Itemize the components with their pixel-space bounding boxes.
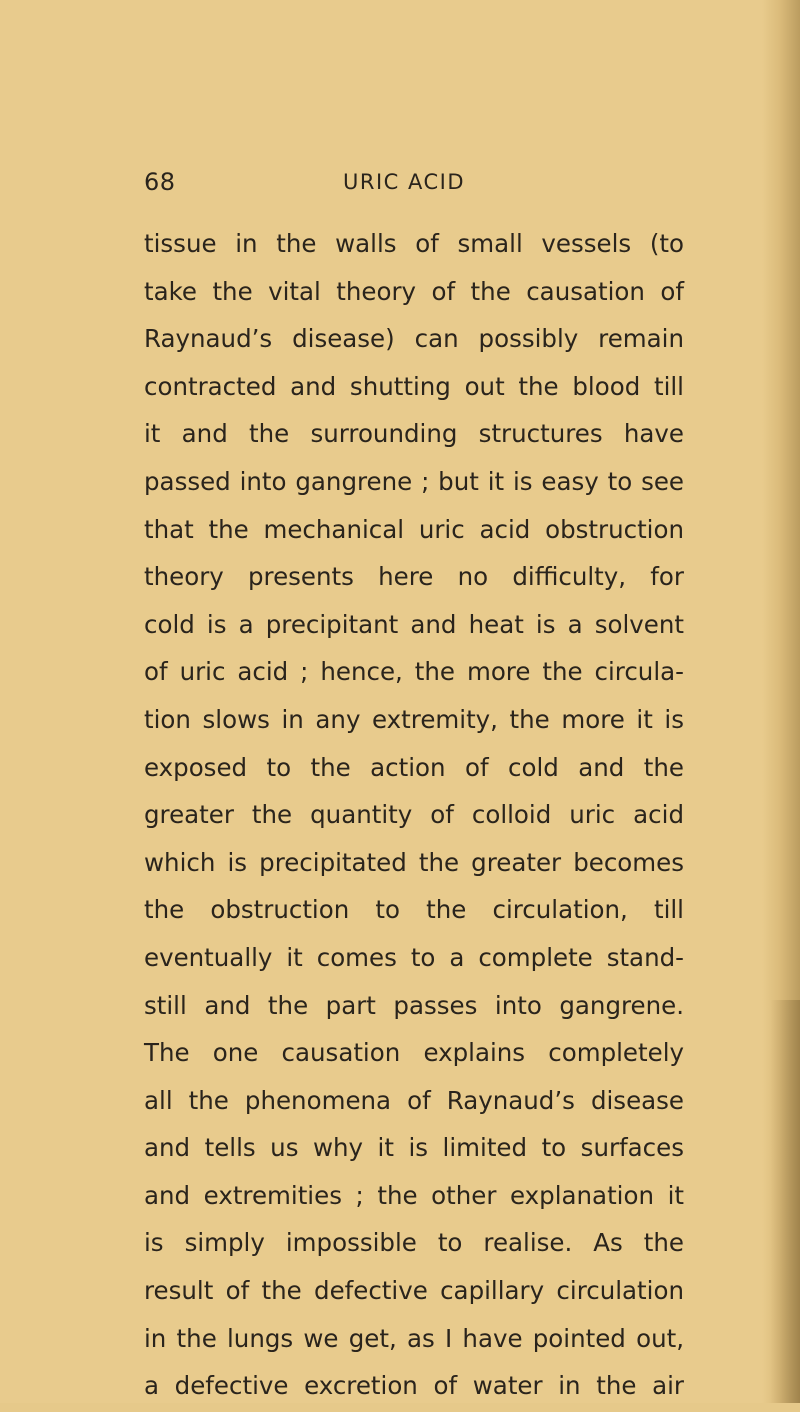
text-line: exposed to the action of cold and the xyxy=(144,752,684,782)
text-line: result of the defective capillary circulation xyxy=(144,1276,684,1306)
page-header xyxy=(0,168,800,208)
text-line: Raynaud’s disease) can possibly remain xyxy=(144,324,684,354)
text-line: that the mechanical uric acid obstruction xyxy=(144,514,684,544)
text-line: the obstruction to the circulation, till xyxy=(144,895,684,925)
text-line: passed into gangrene ; but it is easy to see xyxy=(144,466,684,496)
text-line: cold is a precipitant and heat is a solvent xyxy=(144,609,684,639)
page-edge-shadow-lower xyxy=(770,1000,800,1403)
text-line: it and the surrounding structures have xyxy=(144,419,684,449)
body-text xyxy=(144,222,684,1412)
text-line: and extremities ; the other explanation it xyxy=(144,1180,684,1210)
text-line: tion slows in any extremity, the more it is xyxy=(144,704,684,734)
page-number: 68 xyxy=(144,168,176,196)
text-line: which is precipitated the greater becomes xyxy=(144,847,684,877)
text-line: The one causation explains completely xyxy=(144,1038,684,1068)
text-line: of uric acid ; hence, the more the circula- xyxy=(144,657,684,687)
text-line: is simply impossible to realise. As the xyxy=(144,1228,684,1258)
text-line: in the lungs we get, as I have pointed out, xyxy=(144,1323,684,1353)
text-line: all the phenomena of Raynaud’s disease xyxy=(144,1085,684,1115)
text-line: and tells us why it is limited to surfaces xyxy=(144,1133,684,1163)
text-line: contracted and shutting out the blood till xyxy=(144,371,684,401)
text-line: tissue in the walls of small vessels (to xyxy=(144,229,684,258)
text-line: a defective excretion of water in the air xyxy=(144,1371,684,1401)
text-line: eventually it comes to a complete stand- xyxy=(144,942,684,972)
text-line: theory presents here no difficulty, for xyxy=(144,562,684,592)
text-line: take the vital theory of the causation of xyxy=(144,276,684,306)
running-head: URIC ACID xyxy=(343,170,466,194)
text-line: greater the quantity of colloid uric acid xyxy=(144,800,684,830)
text-line: still and the part passes into gangrene. xyxy=(144,990,684,1020)
